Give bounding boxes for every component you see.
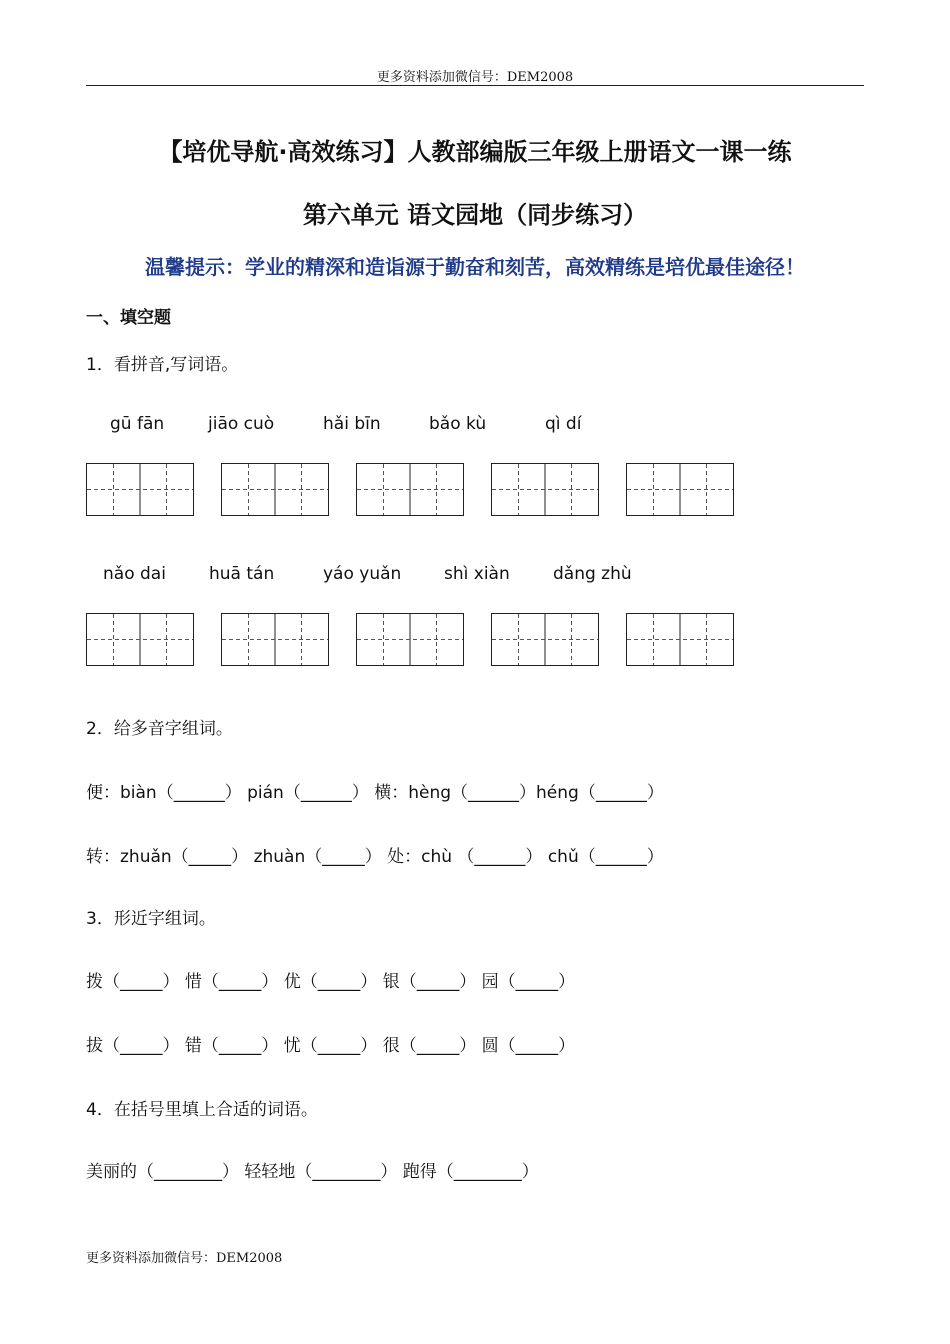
header-divider	[86, 85, 864, 86]
pinyin-prompt: hǎi bīn	[323, 414, 381, 434]
writing-grid[interactable]	[86, 613, 194, 666]
document-title: 【培优导航·高效练习】人教部编版三年级上册语文一课一练	[158, 138, 792, 166]
question-3-label: 3．形近字组词。	[86, 909, 216, 929]
tip-banner: 温馨提示：学业的精深和造诣源于勤奋和刻苦，高效精练是培优最佳途径！	[145, 255, 805, 279]
question-4-label: 4．在括号里填上合适的词语。	[86, 1100, 318, 1120]
section-heading: 一、填空题	[86, 308, 171, 328]
pinyin-prompt: dǎng zhù	[553, 564, 632, 584]
writing-grid[interactable]	[356, 613, 464, 666]
pinyin-prompt: qì dí	[545, 414, 582, 434]
pinyin-prompt: yáo yuǎn	[323, 564, 402, 584]
pinyin-prompt: gū fān	[110, 414, 165, 434]
writing-grid[interactable]	[356, 463, 464, 516]
fill-word-line[interactable]: 美丽的（________） 轻轻地（________） 跑得（________）	[86, 1162, 539, 1182]
similar-char-line[interactable]: 拔（_____） 错（_____） 忧（_____） 很（_____） 圆（_____）	[86, 1036, 576, 1056]
question-2-label: 2．给多音字组词。	[86, 719, 233, 739]
pinyin-prompt: shì xiàn	[444, 564, 510, 584]
writing-grid[interactable]	[626, 463, 734, 516]
pinyin-prompt: huā tán	[209, 564, 275, 584]
pinyin-prompt: bǎo kù	[429, 414, 487, 434]
document-subtitle: 第六单元 语文园地（同步练习）	[302, 201, 648, 229]
polyphone-line[interactable]: 转：zhuǎn（_____） zhuàn（_____） 处：chù （______） chǔ（______）	[86, 847, 664, 867]
page-footer: 更多资料添加微信号：DEM2008	[86, 1251, 283, 1266]
question-1-label: 1．看拼音,写词语。	[86, 355, 239, 375]
writing-grid[interactable]	[221, 613, 329, 666]
similar-char-line[interactable]: 拨（_____） 惜（_____） 优（_____） 银（_____） 园（_____）	[86, 972, 576, 992]
writing-grid[interactable]	[491, 613, 599, 666]
pinyin-prompt: jiāo cuò	[208, 414, 275, 434]
writing-grid[interactable]	[491, 463, 599, 516]
pinyin-prompt: nǎo dai	[103, 564, 166, 584]
writing-grid[interactable]	[86, 463, 194, 516]
writing-grid[interactable]	[221, 463, 329, 516]
page-header: 更多资料添加微信号：DEM2008	[376, 70, 574, 85]
polyphone-line[interactable]: 便：biàn（______） pián（______） 横：hèng（______）héng（______）	[86, 783, 664, 803]
writing-grid[interactable]	[626, 613, 734, 666]
